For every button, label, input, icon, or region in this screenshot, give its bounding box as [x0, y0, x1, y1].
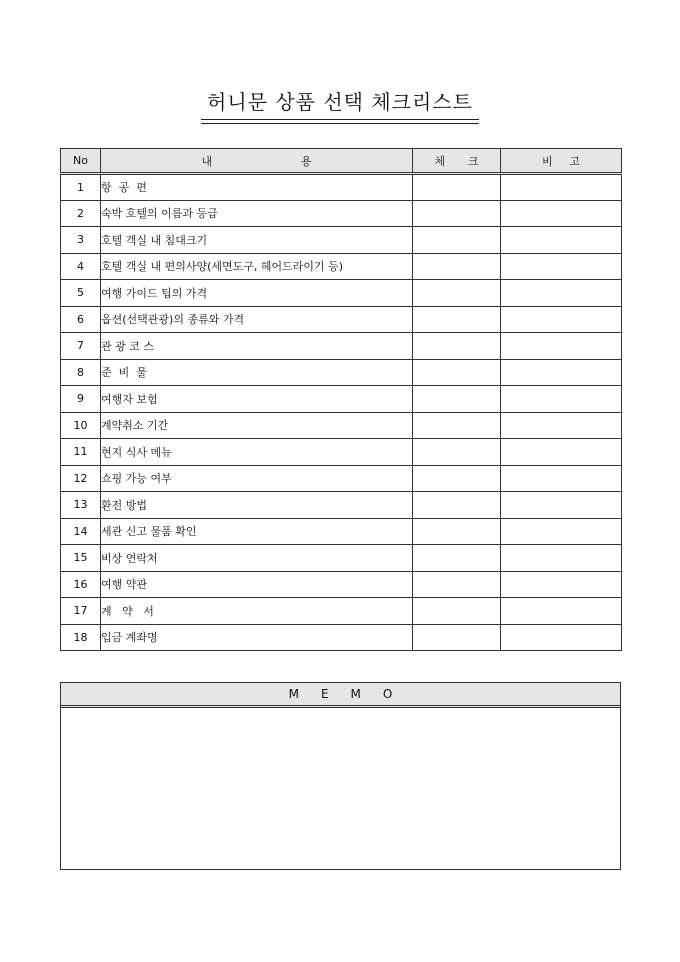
header-check-char-1: 체: [434, 154, 446, 168]
row-number: 16: [61, 571, 101, 598]
row-check-cell[interactable]: [413, 439, 501, 466]
row-note-cell[interactable]: [501, 306, 622, 333]
row-item: 항 공 편: [101, 174, 413, 201]
memo-header: MEMO: [61, 683, 620, 708]
table-row: [61, 598, 622, 625]
row-note-cell[interactable]: [501, 492, 622, 519]
row-number: 11: [61, 439, 101, 466]
row-number: 14: [61, 518, 101, 545]
row-check-cell[interactable]: [413, 598, 501, 625]
table-header-row: [61, 149, 622, 174]
table-row: [61, 253, 622, 280]
row-check-cell[interactable]: [413, 200, 501, 227]
row-item: 입금 계좌명: [101, 624, 413, 651]
row-item: 계약취소 기간: [101, 412, 413, 439]
row-note-cell[interactable]: [501, 624, 622, 651]
row-item: 옵션(선택관광)의 종류와 가격: [101, 306, 413, 333]
row-number: 13: [61, 492, 101, 519]
header-content: [101, 149, 413, 174]
row-item: 쇼핑 가능 여부: [101, 465, 413, 492]
row-number: 4: [61, 253, 101, 280]
row-number: 5: [61, 280, 101, 307]
row-item: 숙박 호텔의 이름과 등급: [101, 200, 413, 227]
header-note-char-1: 비: [542, 154, 553, 168]
row-note-cell[interactable]: [501, 174, 622, 201]
row-item: 호텔 객실 내 편의사양(세면도구, 헤어드라이기 등): [101, 253, 413, 280]
row-item: 준 비 물: [101, 359, 413, 386]
memo-box: [60, 682, 621, 870]
row-check-cell[interactable]: [413, 386, 501, 413]
table-row: [61, 333, 622, 360]
row-check-cell[interactable]: [413, 492, 501, 519]
row-number: 18: [61, 624, 101, 651]
memo-body[interactable]: [61, 708, 620, 869]
header-content-char-2: 용: [300, 154, 312, 168]
row-item: 계 약 서: [101, 598, 413, 625]
row-note-cell[interactable]: [501, 518, 622, 545]
header-check-char-2: 크: [467, 154, 479, 168]
row-check-cell[interactable]: [413, 624, 501, 651]
row-item: 여행 약관: [101, 571, 413, 598]
checklist-table: [60, 148, 622, 651]
row-check-cell[interactable]: [413, 174, 501, 201]
table-row: [61, 545, 622, 572]
table-row: [61, 624, 622, 651]
row-note-cell[interactable]: [501, 359, 622, 386]
title-container: [0, 86, 680, 120]
table-row: [61, 465, 622, 492]
header-note: [501, 149, 622, 174]
table-row: [61, 412, 622, 439]
header-content-char-1: 내: [201, 154, 213, 168]
row-item: 호텔 객실 내 침대크기: [101, 227, 413, 254]
row-note-cell[interactable]: [501, 465, 622, 492]
row-check-cell[interactable]: [413, 280, 501, 307]
row-check-cell[interactable]: [413, 518, 501, 545]
row-note-cell[interactable]: [501, 598, 622, 625]
table-row: [61, 227, 622, 254]
row-number: 9: [61, 386, 101, 413]
row-item: 여행자 보험: [101, 386, 413, 413]
row-note-cell[interactable]: [501, 333, 622, 360]
row-item: 비상 연락처: [101, 545, 413, 572]
header-no: No: [61, 149, 101, 174]
row-note-cell[interactable]: [501, 386, 622, 413]
row-number: 7: [61, 333, 101, 360]
table-row: [61, 306, 622, 333]
row-item: 환전 방법: [101, 492, 413, 519]
page-title: 허니문 상품 선택 체크리스트: [201, 86, 479, 120]
row-check-cell[interactable]: [413, 253, 501, 280]
table-row: [61, 439, 622, 466]
row-number: 10: [61, 412, 101, 439]
row-note-cell[interactable]: [501, 200, 622, 227]
row-number: 6: [61, 306, 101, 333]
row-check-cell[interactable]: [413, 359, 501, 386]
row-note-cell[interactable]: [501, 571, 622, 598]
header-note-char-2: 고: [569, 154, 580, 168]
row-check-cell[interactable]: [413, 306, 501, 333]
row-check-cell[interactable]: [413, 465, 501, 492]
table-row: [61, 518, 622, 545]
table-row: [61, 571, 622, 598]
row-check-cell[interactable]: [413, 333, 501, 360]
table-row: [61, 200, 622, 227]
row-check-cell[interactable]: [413, 571, 501, 598]
row-check-cell[interactable]: [413, 412, 501, 439]
table-row: [61, 492, 622, 519]
table-row: [61, 174, 622, 201]
row-note-cell[interactable]: [501, 253, 622, 280]
row-item: 관 광 코 스: [101, 333, 413, 360]
row-note-cell[interactable]: [501, 227, 622, 254]
header-check: [413, 149, 501, 174]
row-item: 세관 신고 물품 확인: [101, 518, 413, 545]
row-item: 현지 식사 메뉴: [101, 439, 413, 466]
row-note-cell[interactable]: [501, 439, 622, 466]
row-note-cell[interactable]: [501, 280, 622, 307]
table-row: [61, 386, 622, 413]
row-note-cell[interactable]: [501, 545, 622, 572]
row-note-cell[interactable]: [501, 412, 622, 439]
row-number: 2: [61, 200, 101, 227]
table-row: [61, 280, 622, 307]
row-number: 12: [61, 465, 101, 492]
row-number: 15: [61, 545, 101, 572]
row-number: 17: [61, 598, 101, 625]
row-number: 3: [61, 227, 101, 254]
row-check-cell[interactable]: [413, 227, 501, 254]
row-item: 여행 가이드 팁의 가격: [101, 280, 413, 307]
table-row: [61, 359, 622, 386]
row-check-cell[interactable]: [413, 545, 501, 572]
row-number: 1: [61, 174, 101, 201]
row-number: 8: [61, 359, 101, 386]
